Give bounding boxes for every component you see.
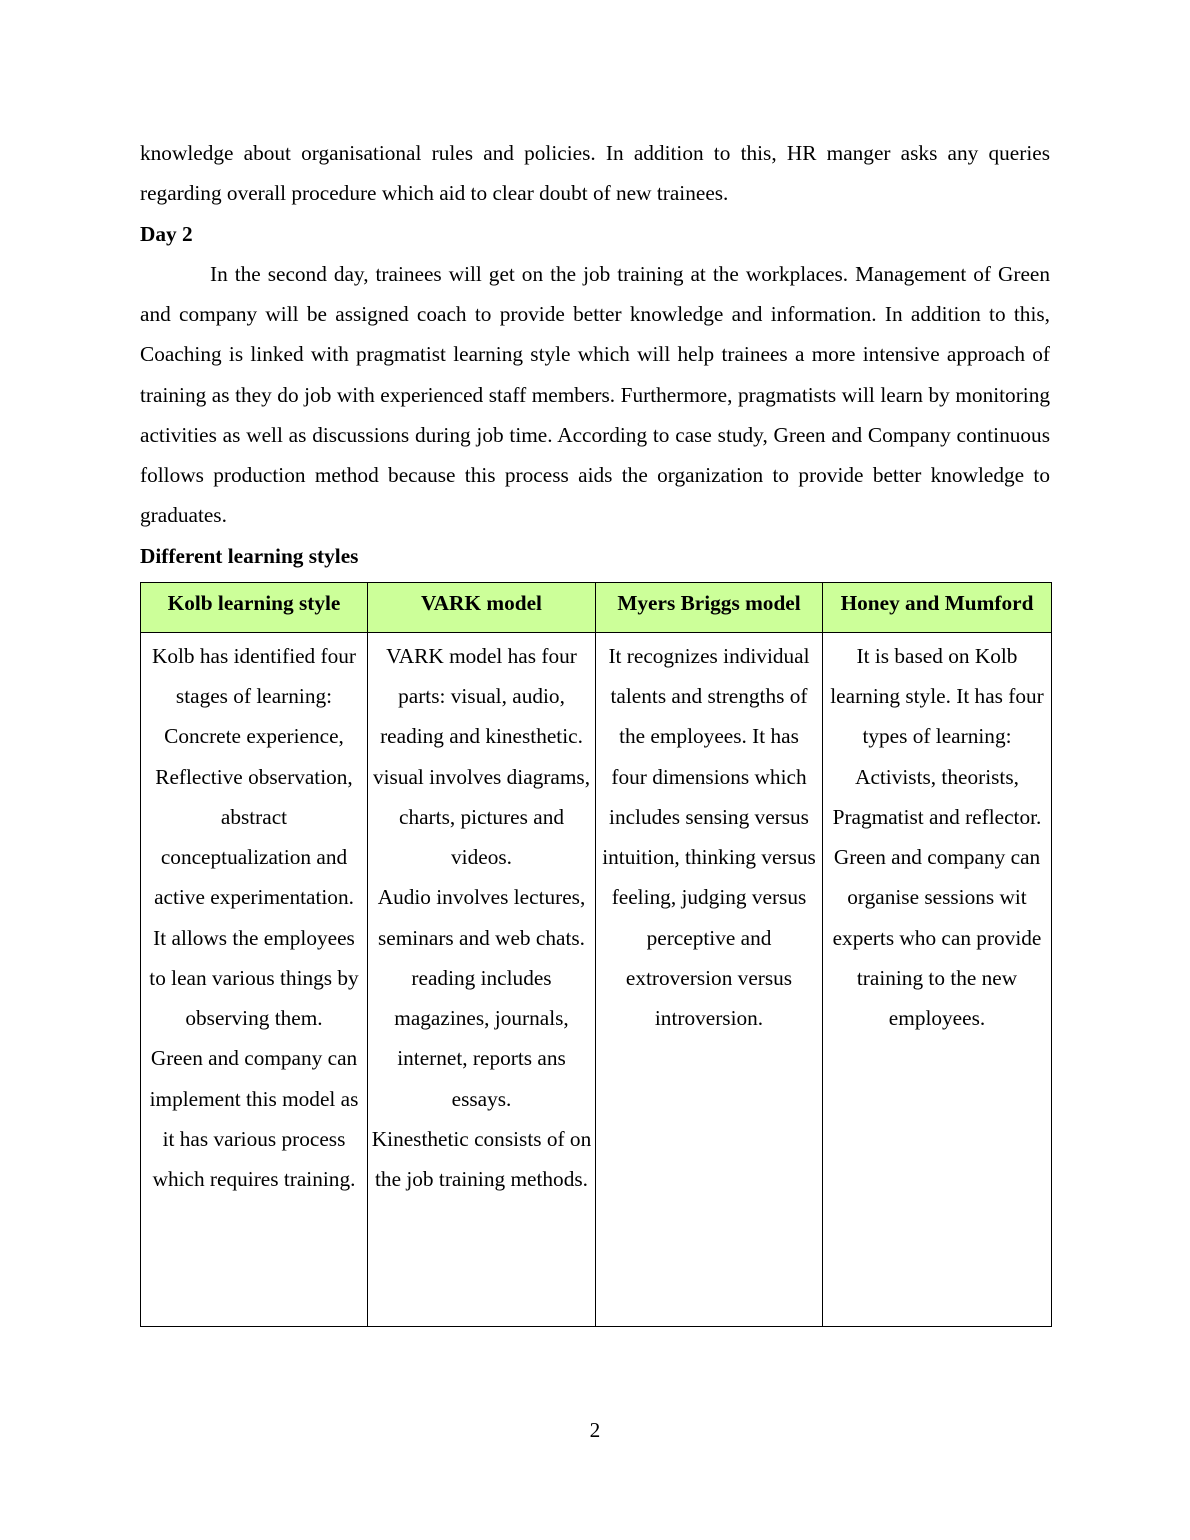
page-body xyxy=(140,133,1050,1327)
table-header-row xyxy=(141,582,1052,632)
cell-text: Kolb has identified four stages of learning: Concrete experience, Reflective observation, abstract conceptualization and active experimentation. xyxy=(151,643,357,910)
cell-text: visual involves diagrams, charts, pictures and videos. xyxy=(372,764,591,869)
column-header-kolb: Kolb learning style xyxy=(141,582,368,632)
cell-text: It recognizes individual talents and strengths of the employees. It has four dimensions which includes sensing versus intuition, thinking versus feeling, judging versus perceptive and extroversion versus introversion. xyxy=(602,643,816,1030)
learning-styles-table xyxy=(140,582,1052,1327)
day2-heading: Day 2 xyxy=(140,221,193,246)
cell-kolb xyxy=(141,632,368,1326)
cell-vark xyxy=(368,632,596,1326)
cell-myers-briggs xyxy=(596,632,823,1326)
cell-text: VARK model has four parts: visual, audio, reading and kinesthetic. xyxy=(380,643,583,749)
cell-text: It allows the employees to lean various things by observing them. xyxy=(149,925,359,1030)
cell-text: Audio involves lectures, seminars and web chats. xyxy=(377,885,586,950)
column-header-honey-mumford: Honey and Mumford xyxy=(823,582,1052,632)
learning-styles-heading: Different learning styles xyxy=(140,543,359,568)
intro-paragraph: knowledge about organisational rules and policies. In addition to this, HR manger asks any queries regarding overall procedure which aid to clear doubt of new trainees. xyxy=(140,141,1050,206)
day2-paragraph: In the second day, trainees will get on the job training at the workplaces. Management of Green and company will be assigned coach to provide better knowledge and information. In addition to this, Coaching is linked with pragmatist learning style which will help trainees a more intensive approach of training as they do job with experienced staff members. Furthermore, pragmatists will learn by monitoring activities as well as discussions during job time. According to case study, Green and Company continuous follows production method because this process aids the organization to provide better knowledge to graduates. xyxy=(140,261,1050,528)
column-header-myers-briggs: Myers Briggs model xyxy=(596,582,823,632)
table-row xyxy=(141,632,1052,1326)
cell-text: Green and company can implement this model as it has various process which requires training. xyxy=(149,1046,359,1191)
column-header-vark: VARK model xyxy=(368,582,596,632)
cell-text: Kinesthetic consists of on the job training methods. xyxy=(371,1126,592,1191)
cell-honey-mumford xyxy=(823,632,1052,1326)
cell-text: It is based on Kolb learning style. It has four types of learning: Activists, theorists, Pragmatist and reflector. Green and company can organise sessions wit experts who can provide training to the new employees. xyxy=(830,643,1044,1030)
page-number: 2 xyxy=(589,1418,601,1442)
cell-text: reading includes magazines, journals, internet, reports ans essays. xyxy=(394,965,569,1111)
